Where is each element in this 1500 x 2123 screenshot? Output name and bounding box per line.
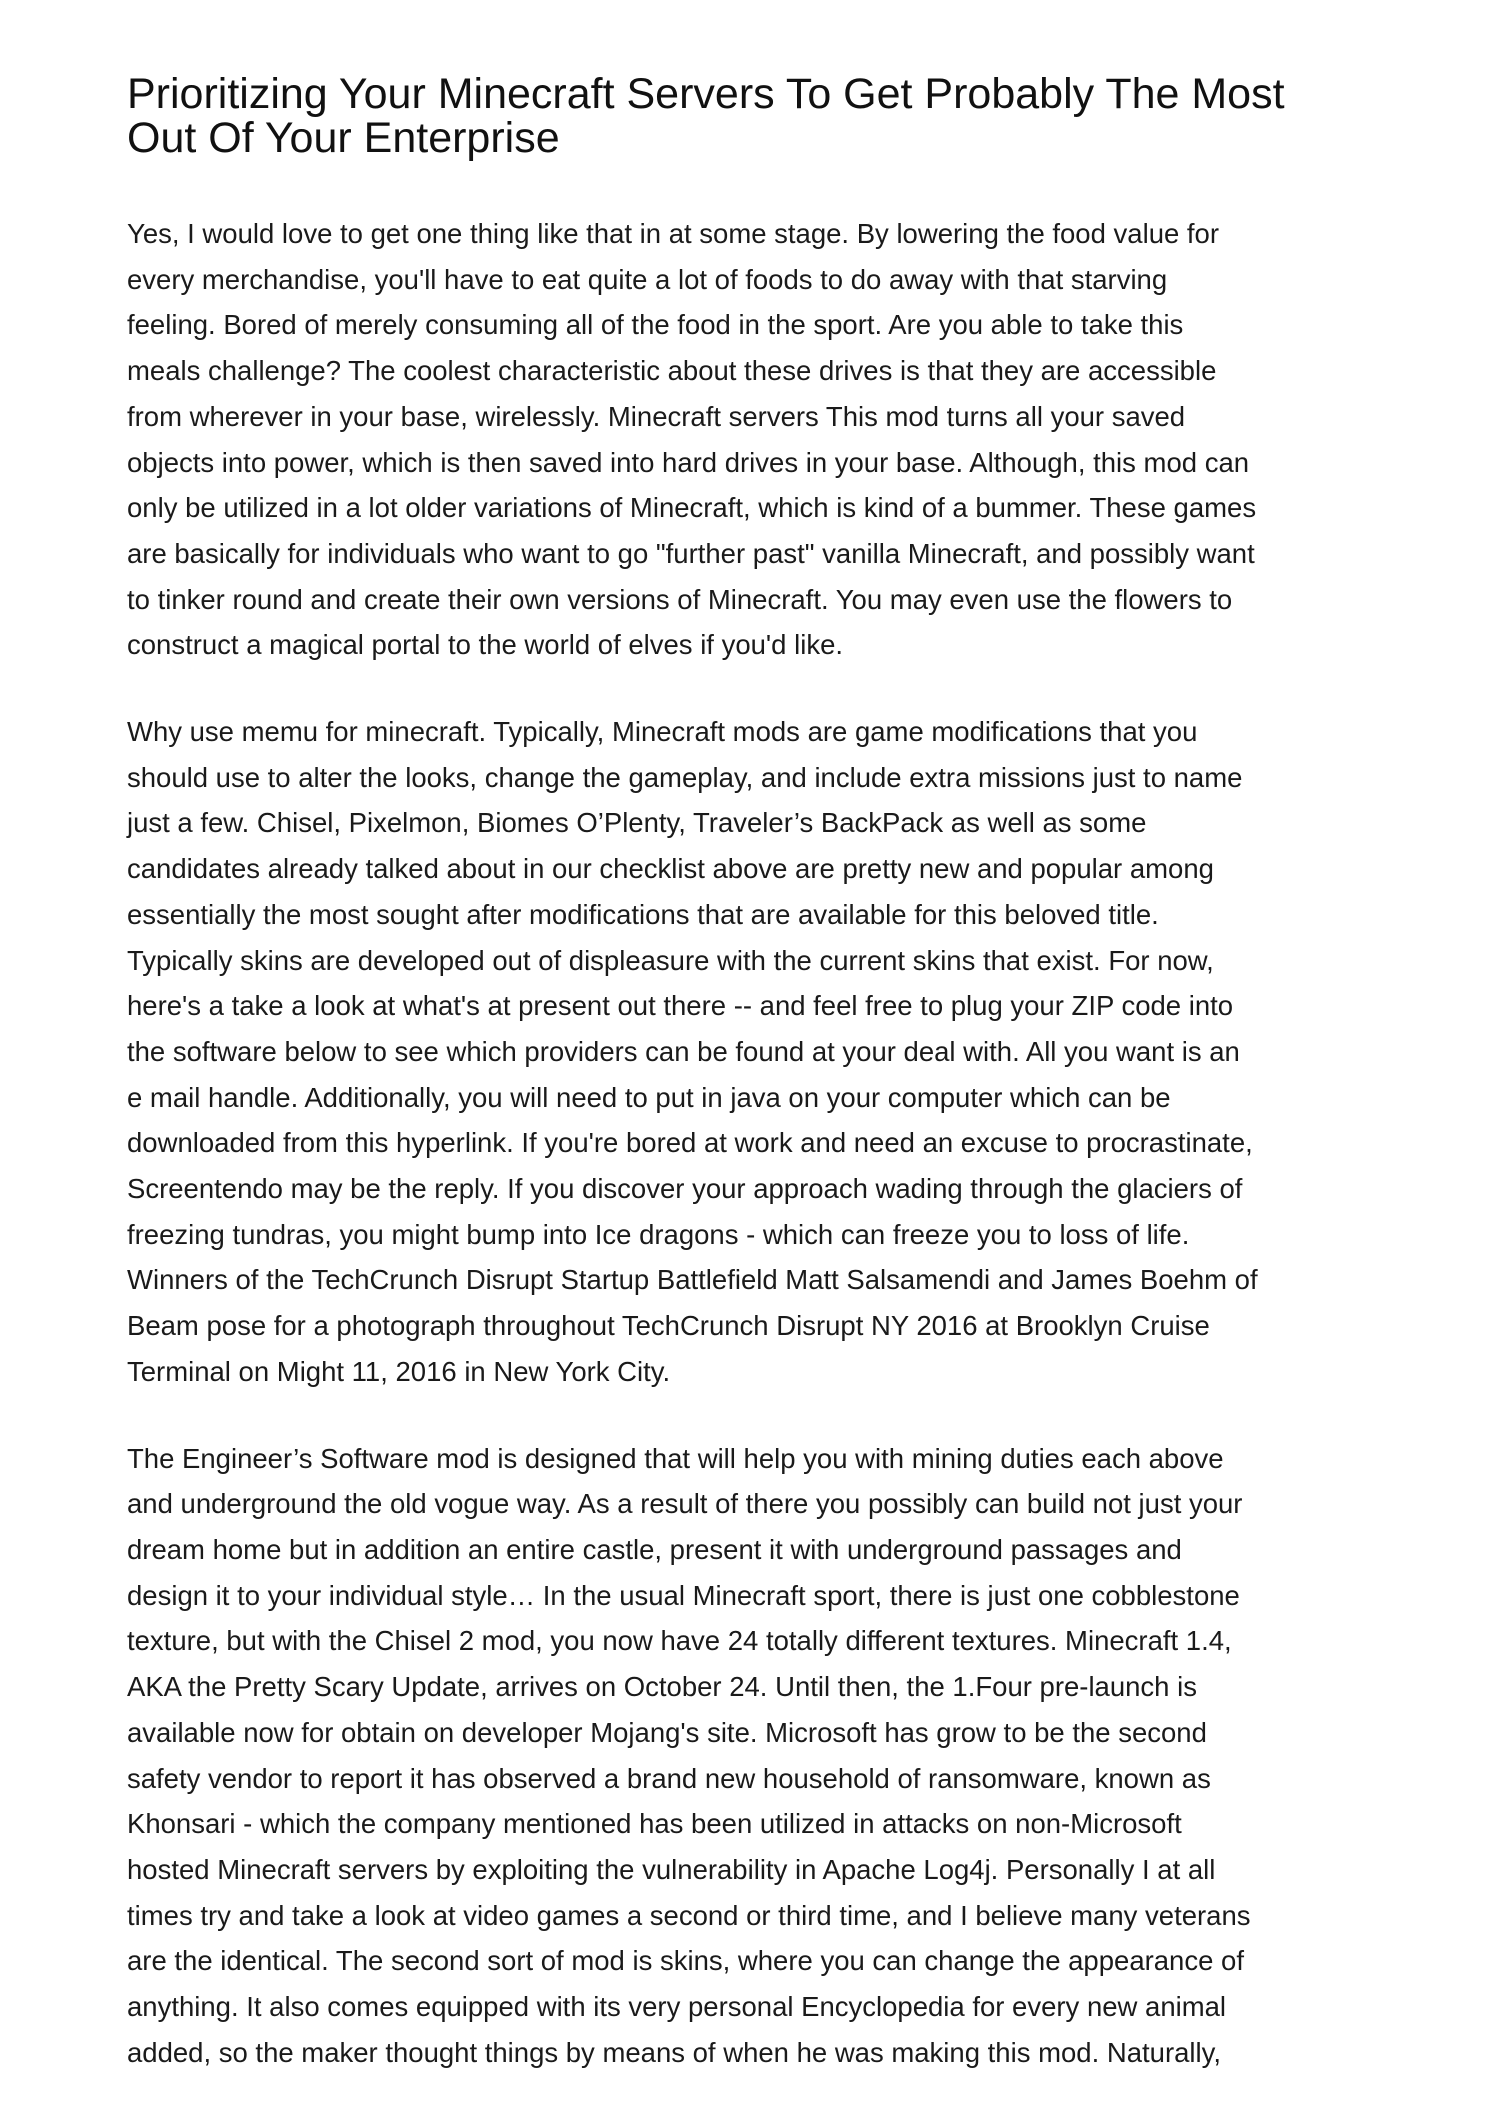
text-line: should use to alter the looks, change the gameplay, and include extra missions just to name — [127, 761, 1243, 793]
text-line: Beam pose for a photograph throughout TechCrunch Disrupt NY 2016 at Brooklyn Cruise — [127, 1310, 1210, 1342]
text-line: Yes, I would love to get one thing like that in at some stage. By lowering the food value for — [127, 218, 1220, 249]
text-line: here's a take a look at what's at present out there -- and feel free to plug your ZIP code into — [127, 990, 1234, 1022]
text-line: every merchandise, you'll have to eat quite a lot of foods to do away with that starving — [127, 263, 1168, 295]
text-line: to tinker round and create their own versions of Minecraft. You may even use the flowers to — [127, 583, 1233, 615]
text-line: are the identical. The second sort of mod is skins, where you can change the appearance of — [127, 1945, 1244, 1977]
text-line: Screentendo may be the reply. If you discover your approach wading through the glaciers of — [127, 1173, 1243, 1205]
text-line: candidates already talked about in our checklist above are pretty new and popular among — [127, 853, 1214, 885]
text-line: just a few. Chisel, Pixelmon, Biomes O’Plenty, Traveler’s BackPack as well as some — [127, 807, 1147, 839]
text-line: The Engineer’s Software mod is designed that will help you with mining duties each above — [127, 1442, 1224, 1474]
text-line: texture, but with the Chisel 2 mod, you now have 24 totally different textures. Minecraft 1.4, — [127, 1625, 1232, 1657]
text-line: AKA the Pretty Scary Update, arrives on October 24. Until then, the 1.Four pre-launch is — [127, 1671, 1197, 1703]
text-line: from wherever in your base, wirelessly. Minecraft servers This mod turns all your saved — [127, 400, 1186, 432]
text-line: construct a magical portal to the world of elves if you'd like. — [127, 629, 844, 661]
document-page — [127, 72, 1427, 2116]
text-line: Terminal on Might 11, 2016 in New York City. — [127, 1355, 671, 1387]
text-line: essentially the most sought after modifications that are available for this beloved title. — [127, 898, 1159, 930]
title-line: Prioritizing Your Minecraft Servers To Get Probably The Most — [127, 70, 1285, 118]
text-line: times try and take a look at video games a second or third time, and I believe many veterans — [127, 1899, 1251, 1931]
text-line: objects into power, which is then saved into hard drives in your base. Although, this mod can — [127, 446, 1250, 478]
text-line: dream home but in addition an entire castle, present it with underground passages and — [127, 1533, 1182, 1565]
text-line: added, so the maker thought things by means of when he was making this mod. Naturally, — [127, 2036, 1221, 2068]
page-title — [127, 72, 1427, 160]
text-line: and underground the old vogue way. As a result of there you possibly can build not just your — [127, 1488, 1243, 1520]
article-body — [127, 211, 1427, 2075]
text-line: only be utilized in a lot older variations of Minecraft, which is kind of a bummer. These games — [127, 492, 1257, 524]
text-line: Typically skins are developed out of displeasure with the current skins that exist. For now, — [127, 944, 1214, 976]
text-line: safety vendor to report it has observed a brand new household of ransomware, known as — [127, 1762, 1211, 1794]
title-line: Out Of Your Enterprise — [127, 114, 560, 162]
text-line: available now for obtain on developer Mojang's site. Microsoft has grow to be the second — [127, 1716, 1207, 1748]
text-line: are basically for individuals who want to go "further past" vanilla Minecraft, and possibly want — [127, 537, 1255, 569]
text-line: Khonsari - which the company mentioned has been utilized in attacks on non-Microsoft — [127, 1808, 1182, 1840]
paragraph-3 — [127, 1436, 1427, 2076]
text-line: meals challenge? The coolest characteristic about these drives is that they are accessible — [127, 355, 1217, 387]
paragraph-2 — [127, 709, 1427, 1395]
text-line: e mail handle. Additionally, you will need to put in java on your computer which can be — [127, 1081, 1171, 1113]
text-line: anything. It also comes equipped with its very personal Encyclopedia for every new animal — [127, 1991, 1227, 2023]
text-line: design it to your individual style… In the usual Minecraft sport, there is just one cobblestone — [127, 1579, 1240, 1611]
text-line: Why use memu for minecraft. Typically, Minecraft mods are game modifications that you — [127, 716, 1198, 748]
text-line: feeling. Bored of merely consuming all of the food in the sport. Are you able to take this — [127, 309, 1184, 341]
text-line: downloaded from this hyperlink. If you're bored at work and need an excuse to procrastinate, — [127, 1127, 1253, 1159]
text-line: freezing tundras, you might bump into Ice dragons - which can freeze you to loss of life. — [127, 1218, 1190, 1250]
text-line: Winners of the TechCrunch Disrupt Startup Battlefield Matt Salsamendi and James Boehm of — [127, 1264, 1258, 1296]
text-line: hosted Minecraft servers by exploiting the vulnerability in Apache Log4j. Personally I at all — [127, 1853, 1216, 1885]
text-line: the software below to see which providers can be found at your deal with. All you want is an — [127, 1035, 1240, 1067]
paragraph-1 — [127, 211, 1427, 668]
